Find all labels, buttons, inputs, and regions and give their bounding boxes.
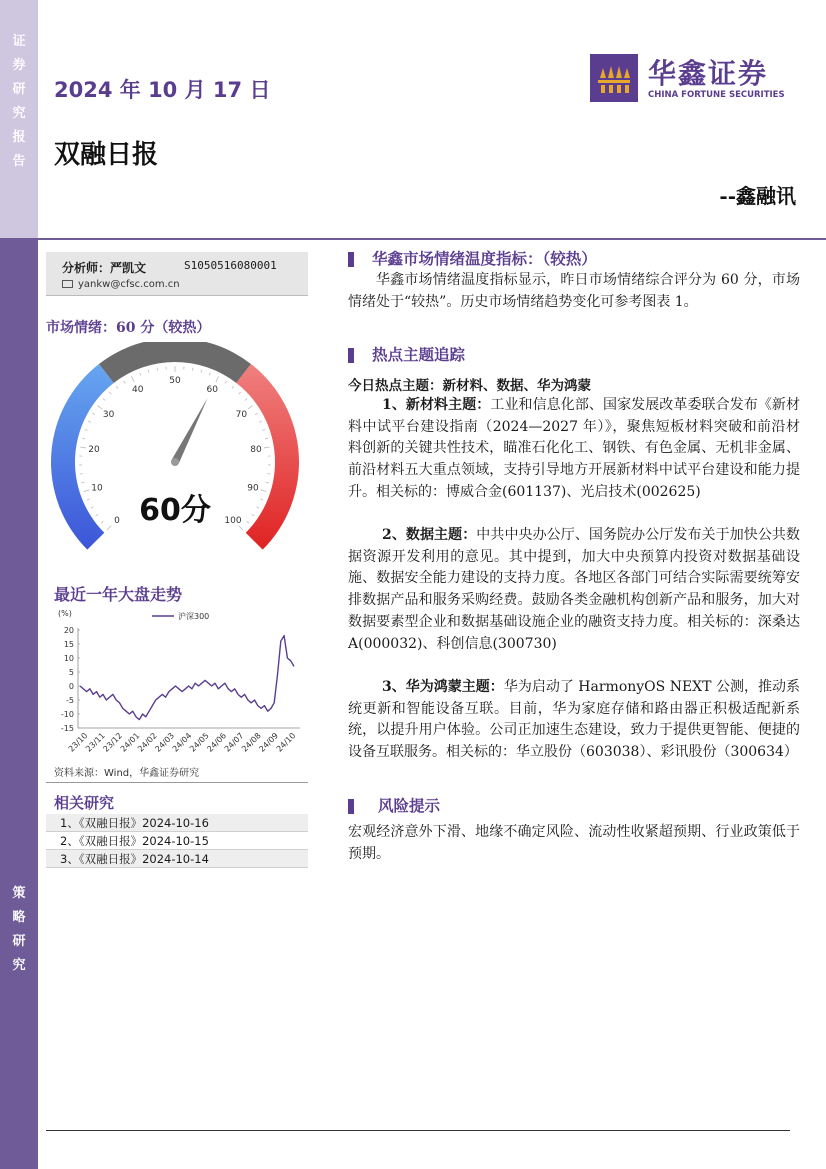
- market-chart-title: 最近一年大盘走势: [54, 585, 183, 604]
- related-research-title: 相关研究: [54, 794, 115, 812]
- chart-y-tick-label: 15: [63, 640, 74, 649]
- gauge-tick-mark: [84, 490, 90, 492]
- gauge-tick-mark: [209, 373, 210, 376]
- chart-x-tick-label: 23/12: [101, 731, 125, 754]
- sentiment-gauge: [44, 342, 306, 564]
- gauge-tick-mark: [256, 507, 259, 508]
- gauge-hot-band: [236, 364, 299, 550]
- related-research-item[interactable]: 1、《双融日报》2024-10-16: [46, 814, 308, 832]
- gauge-tick-mark: [232, 386, 234, 388]
- gauge-tick-mark: [82, 438, 85, 439]
- gauge-tick-mark: [239, 526, 243, 530]
- chart-x-tick-label: 24/03: [153, 731, 177, 754]
- chart-legend-label: 沪深300: [178, 612, 210, 621]
- gauge-tick-mark: [96, 514, 98, 516]
- gauge-score-label: 60分: [139, 493, 211, 528]
- sidebar-char: 证: [12, 34, 26, 49]
- gauge-tick-mark: [252, 514, 254, 516]
- gauge-tick-mark: [116, 386, 118, 388]
- gauge-tick-mark: [192, 368, 193, 371]
- chart-y-tick-label: -15: [60, 724, 74, 733]
- related-research-item[interactable]: 2、《双融日报》2024-10-15: [46, 832, 308, 850]
- gauge-tick-label: 0: [114, 515, 120, 526]
- gauge-tick-label: 80: [250, 445, 262, 456]
- sidebar-char: 究: [12, 958, 26, 973]
- section-marker: [348, 799, 354, 814]
- gauge-tick-mark: [92, 413, 95, 415]
- temperature-paragraph: 华鑫市场情绪温度指标显示，昨日市场情绪综合评分为 60 分，市场情绪处于“较热”。历史市场情绪趋势变化可参考图表 1。: [348, 272, 800, 310]
- gauge-tick-mark: [157, 368, 158, 371]
- company-logo: [590, 52, 795, 108]
- gauge-tick-label: 10: [91, 483, 103, 494]
- gauge-tick-mark: [140, 373, 141, 376]
- gauge-tick-mark: [245, 399, 247, 401]
- related-research-item[interactable]: 3、《双融日报》2024-10-14: [46, 850, 308, 868]
- gauge-tick-mark: [109, 392, 111, 394]
- gauge-tick-mark: [201, 370, 202, 373]
- chart-y-tick-label: -5: [66, 696, 74, 705]
- theme-1-paragraph: [348, 395, 800, 504]
- sidebar-char: 研: [12, 82, 26, 97]
- chart-series-line: [80, 636, 294, 720]
- chart-x-tick-label: 24/02: [136, 731, 159, 754]
- footer-divider: [46, 1130, 790, 1131]
- sidebar-char: 策: [12, 886, 26, 901]
- theme-3-text: 华为启动了 HarmonyOS NEXT 公测，推动系统更新和智能设备互联。目前，华为家庭存储和路由器正积极适配新系统，以提升用户体验。公司正加速生态建设，致力于提供更智能、便捷的设备互联服务。相关标的：华立股份（603038）、彩讯股份（300634）: [348, 679, 800, 761]
- chart-x-tick-label: 24/05: [188, 731, 211, 754]
- gauge-tick-mark: [216, 376, 219, 381]
- gauge-tick-label: 40: [132, 384, 144, 395]
- sidebar-char: 略: [12, 910, 26, 925]
- gauge-tick-mark: [85, 429, 88, 430]
- chart-x-tick-label: 24/10: [274, 731, 298, 754]
- header-divider: [38, 238, 826, 240]
- chart-x-tick-label: 23/10: [66, 731, 90, 754]
- logo-name-en: CHINA FORTUNE SECURITIES: [648, 90, 785, 100]
- gauge-tick-mark: [247, 521, 249, 523]
- gauge-tick-mark: [107, 526, 111, 530]
- sidebar-char: 券: [12, 58, 26, 73]
- gauge-tick-mark: [101, 521, 103, 523]
- gauge-tick-mark: [87, 499, 90, 500]
- risk-paragraph: 宏观经济意外下滑、地缘不确定风险、流动性收紧超预期、行业政策低于预期。: [348, 824, 800, 862]
- theme-3-paragraph: [348, 677, 800, 764]
- chart-y-tick-label: -10: [60, 710, 74, 719]
- sidebar-char: 研: [12, 934, 26, 949]
- gauge-tick-label: 100: [224, 515, 242, 526]
- report-date: 2024 年 10 月 17 日: [54, 78, 271, 102]
- gauge-tick-mark: [80, 447, 86, 448]
- gauge-tick-mark: [266, 482, 269, 483]
- gauge-cold-band: [51, 364, 114, 550]
- chart-x-tick-label: 24/01: [118, 731, 142, 754]
- left-divider: [46, 782, 308, 783]
- section-title-temperature: 华鑫市场情绪温度指标：（较热）: [372, 249, 597, 268]
- gauge-tick-mark: [263, 429, 266, 430]
- gauge-tick-mark: [255, 413, 258, 415]
- chart-y-unit: (%): [58, 609, 72, 618]
- gauge-tick-mark: [103, 399, 105, 401]
- logo-mark: [590, 54, 638, 102]
- gauge-tick-label: 30: [102, 409, 115, 420]
- gauge-needle: [171, 398, 207, 464]
- chart-x-tick-label: 24/09: [257, 731, 281, 754]
- gauge-tick-mark: [248, 406, 253, 410]
- chart-x-tick-label: 24/08: [240, 731, 263, 754]
- section-marker: [348, 252, 354, 267]
- chart-y-tick-label: 10: [63, 654, 74, 663]
- chart-source: 资料来源：Wind，华鑫证券研究: [54, 768, 200, 779]
- theme-2-text: 中共中央办公厅、国务院办公厅发布关于加快公共数据资源开发利用的意见。其中提到，加大中央预算内投资对数据基础设施、数据安全能力建设的支持力度。各地区各部门可结合实际需要统筹安排数据产品和服务采购经费。鼓励各类金融机构创新产品和服务，加大对数据要素型企业和数据基础设施企业的融资支持力度。相关标的：深桑达 A(000032)、科创信息(300730): [348, 527, 801, 652]
- theme-2-paragraph: [348, 525, 800, 655]
- gauge-tick-mark: [124, 381, 126, 384]
- theme-1-label: 1、新材料主题：: [382, 397, 491, 413]
- sentiment-title: 市场情绪：60 分（较热）: [46, 320, 211, 336]
- sidebar-report-type: [8, 30, 30, 174]
- report-subtitle: --鑫融讯: [719, 184, 796, 208]
- chart-y-tick-label: 20: [63, 626, 74, 635]
- sidebar-char: 报: [12, 130, 26, 145]
- analyst-name: 分析师：严凯文: [62, 261, 147, 275]
- chart-x-tick-label: 24/04: [170, 731, 194, 754]
- gauge-tick-mark: [264, 447, 270, 448]
- chart-x-tick-label: 23/11: [84, 731, 107, 754]
- gauge-tick-mark: [259, 421, 262, 422]
- gauge-tick-mark: [131, 376, 134, 381]
- analyst-box: [46, 252, 308, 296]
- theme-1-text: 工业和信息化部、国家发展改革委联合发布《新材料中试平台建设指南（2024—2027 年）》，聚焦短板材料突破和前沿材料创新的关键共性技术，瞄准石化化工、钢铁、有色金属、无机非金属、前沿材料五大重点领域，支持引导地方开展新材料中试平台建设和能力提升。相关标的：博威合金(601137)、光启技术(002625): [348, 397, 801, 500]
- theme-2-label: 2、数据主题：: [382, 527, 477, 543]
- analyst-cert: S1050516080001: [184, 259, 277, 272]
- mail-icon: [62, 280, 73, 288]
- gauge-tick-mark: [81, 482, 84, 483]
- gauge-needle-hub: [171, 458, 179, 466]
- gauge-tick-label: 60: [206, 384, 218, 395]
- gauge-tick-label: 70: [235, 409, 248, 420]
- gauge-tick-mark: [148, 370, 149, 373]
- section-title-risk: 风险提示: [378, 796, 441, 815]
- report-title: 双融日报: [54, 140, 159, 170]
- gauge-tick-mark: [260, 499, 263, 500]
- gauge-tick-mark: [97, 406, 102, 410]
- chart-y-tick-label: 5: [68, 668, 74, 677]
- chart-y-tick-label: 0: [68, 682, 74, 691]
- gauge-tick-mark: [265, 438, 268, 439]
- section-marker: [348, 348, 354, 363]
- gauge-tick-label: 90: [247, 483, 259, 494]
- sidebar-char: 告: [12, 154, 26, 169]
- hot-topics-today: 今日热点主题：新材料、数据、华为鸿蒙: [348, 378, 591, 394]
- logo-name-cn: 华鑫证券: [648, 57, 769, 90]
- gauge-tick-mark: [261, 490, 267, 492]
- analyst-email: yankw@cfsc.com.cn: [78, 279, 180, 290]
- market-line-chart: [52, 604, 306, 764]
- gauge-tick-mark: [88, 421, 91, 422]
- gauge-tick-mark: [239, 392, 241, 394]
- gauge-tick-mark: [91, 507, 94, 508]
- chart-x-tick-label: 24/07: [222, 731, 246, 754]
- theme-3-label: 3、华为鸿蒙主题：: [382, 679, 504, 695]
- gauge-tick-mark: [225, 381, 227, 384]
- sidebar-char: 究: [12, 106, 26, 121]
- chart-x-tick-label: 24/06: [205, 731, 229, 754]
- section-title-hot-topics: 热点主题追踪: [372, 345, 466, 364]
- gauge-tick-label: 20: [88, 445, 100, 456]
- gauge-tick-label: 50: [169, 376, 181, 386]
- sidebar-report-category: [8, 882, 30, 978]
- related-research-list: [46, 814, 308, 868]
